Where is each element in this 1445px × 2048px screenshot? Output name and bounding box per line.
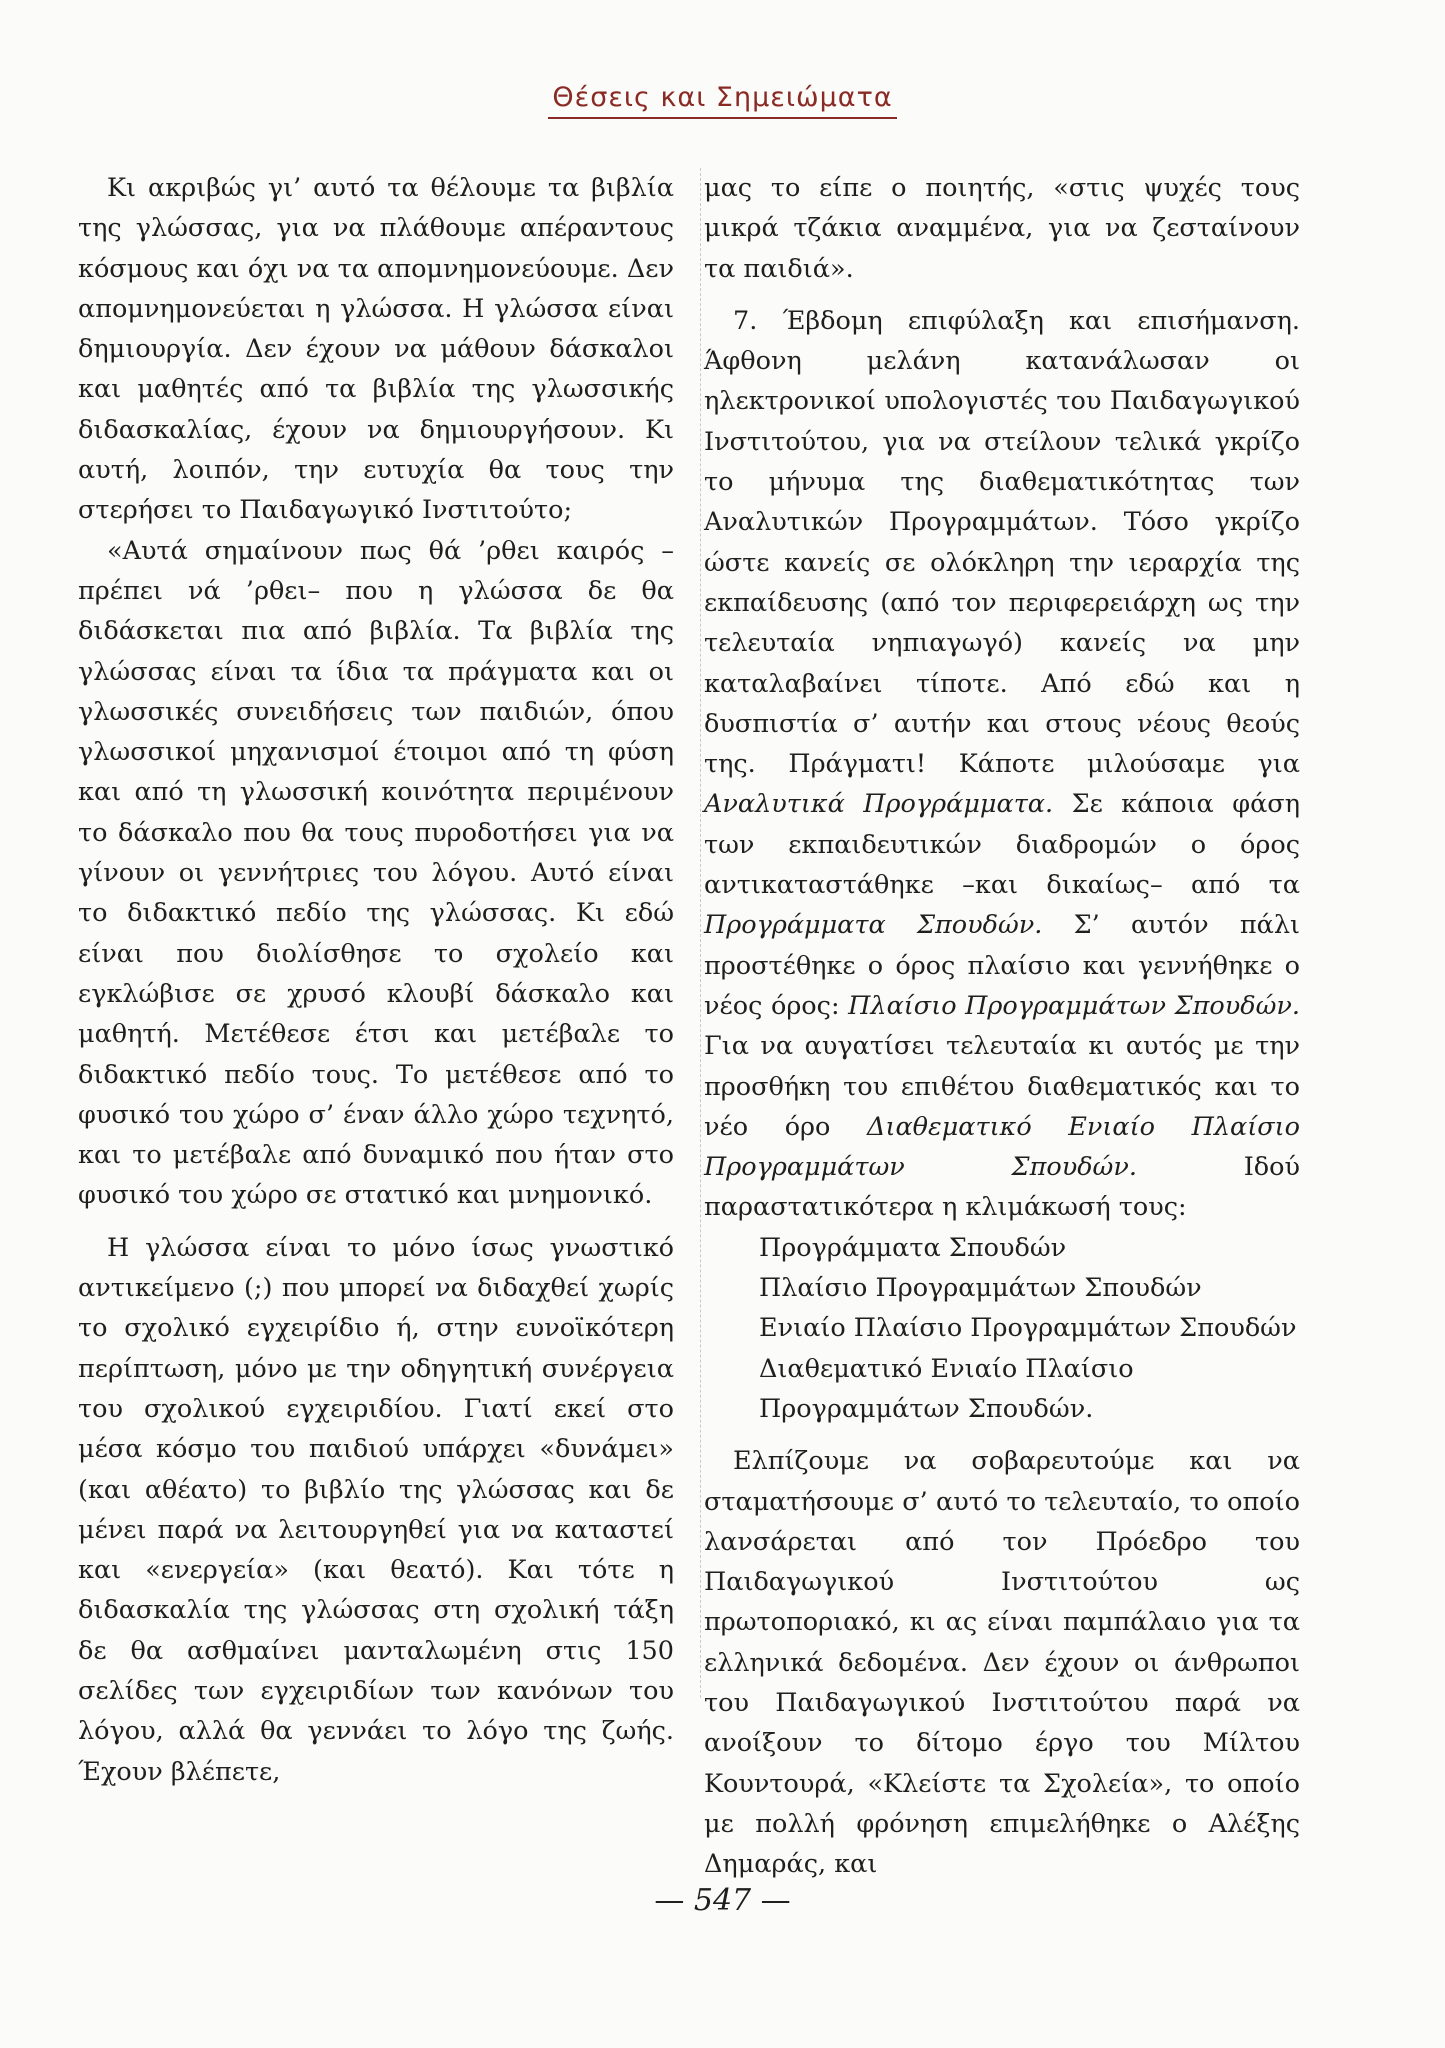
list-item: Πλαίσιο Προγραμμάτων Σπουδών [759,1273,1202,1304]
right-paragraph-1: μας το είπε ο ποιητής, «στις ψυχές τους μικρά τζάκια αναμμένα, για να ζεσταίνουν τα παιδιά». [704,173,1300,284]
right-paragraph-3: Ελπίζουμε να σοβαρευτούμε και να σταματήσουμε σ’ αυτό το τελευταίο, το οποίο λανσάρεται από τον Πρόεδρο του Παιδαγωγικού Ινστιτούτου ως πρωτοποριακό, κι ας είναι παμπάλαιο για τα ελληνικά δεδομένα. Δεν έχουν οι άνθρωποι του Παιδαγωγικού Ινστιτούτου παρά να ανοίξουν το δίτομο έργο του Μίλτου Κουντουρά, «Κλείστε τα Σχολεία», το οποίο με πολλή φρόνηση επιμελήθηκε ο Αλέξης Δημαράς, και [704,1446,1300,1880]
left-paragraph-2: «Αυτά σημαίνουν πως θά ’ρθει καιρός –πρέπει νά ’ρθει– που η γλώσσα δε θα διδάσκεται πια από βιβλία. Τα βιβλία της γλώσσας είναι τα ίδια τα πράγματα και οι γλωσσικές συνειδήσεις των παιδιών, όπου γλωσσικοί μηχανισμοί έτοιμοι από τη φύση και από τη γλωσσική κοινότητα περιμένουν το δάσκαλο που θα τους πυροδοτήσει για να γίνουν οι γεννήτριες του λόγου. Αυτό είναι το διδακτικό πεδίο της γλώσσας. Κι εδώ είναι που διολίσθησε το σχολείο και εγκλώβισε σε χρυσό κλουβί δάσκαλο και μαθητή. Μετέθεσε έτσι και μετέβαλε το διδακτικό πεδίο τους. Το μετέθεσε από το φυσικό του χώρο σ’ έναν άλλο χώρο τεχνητό, και το μετέβαλε από δυναμικό που ήταν στο φυσικό του χώρο σε στατικό και μνημονικό. [78,535,674,1211]
right-column [704,168,1300,1884]
italic-term: Πλαίσιο Προγραμμάτων Σπουδών. [848,990,1300,1021]
text-run: Ιδού παραστατικότερα η κλιμάκωσή τους: [704,1152,1300,1223]
italic-term: Αναλυτικά Προγράμματα. [704,789,1054,820]
right-paragraph-2 [704,301,1300,1228]
column-divider [700,168,701,1698]
list-item: Διαθεματικό Ενιαίο Πλαίσιο Προγραμμάτων Σπουδών. [759,1353,1134,1424]
left-column [78,168,674,1792]
italic-term: Προγράμματα Σπουδών. [704,910,1043,941]
footer-dash: — [654,1883,685,1918]
header-title: Θέσεις και Σημειώματα [548,82,896,119]
footer-dash: — [760,1883,791,1918]
running-header [0,82,1445,119]
text-run: Για να αυγατίσει τελευταία κι αυτός με την προσθήκη του επιθέτου διαθεματικός και το νέο όρο [704,1031,1300,1142]
left-paragraph-3: Η γλώσσα είναι το μόνο ίσως γνωστικό αντικείμενο (;) που μπορεί να διδαχθεί χωρίς το σχολικό εγχειρίδιο ή, στην ευνοϊκότερη περίπτωση, μόνο με την οδηγητική συνέργεια του σχολικού εγχειριδίου. Γιατί εκεί στο μέσα κόσμο του παιδιού υπάρχει «δυνάμει» (και αθέατο) το βιβλίο της γλώσσας και δε μένει παρά να λειτουργηθεί για να καταστεί και «ενεργεία» (και θεατό). Και τότε η διδασκαλία της γλώσσας στη σχολική τάξη δε θα ασθμαίνει μανταλωμένη στις 150 σελίδες των εγχειριδίων των κανόνων του λόγου, αλλά θα γεννάει το λόγο της ζωής. Έχουν βλέπετε, [78,1232,674,1787]
list-item: Προγράμματα Σπουδών [759,1232,1067,1263]
page-number: 547 [693,1883,752,1918]
list-item: Ενιαίο Πλαίσιο Προγραμμάτων Σπουδών [759,1313,1297,1344]
text-run: Σε κάποια φάση των εκπαιδευτικών διαδρομών ο όρος αντικαταστάθηκε –και δικαίως– από τα [704,789,1300,901]
page-footer [0,1883,1445,1918]
text-run: Σ’ αυτόν πάλι προστέθηκε ο όρος πλαίσιο και γεννήθηκε ο νέος όρος: [704,910,1300,1021]
left-paragraph-1: Κι ακριβώς γι’ αυτό τα θέλουμε τα βιβλία της γλώσσας, για να πλάθουμε απέραντους κόσμους και όχι να τα απομνημονεύουμε. Δεν απομνημονεύεται η γλώσσα. Η γλώσσα είναι δημιουργία. Δεν έχουν να μάθουν δάσκαλοι και μαθητές από τα βιβλία της γλωσσικής διδασκαλίας, έχουν να δημιουργήσουν. Κι αυτή, λοιπόν, την ευτυχία θα τους την στερήσει το Παιδαγωγικό Ινστιτούτο; [78,173,674,526]
text-run: 7. Έβδομη επιφύλαξη και επισήμανση. Άφθονη μελάνη κατανάλωσαν οι ηλεκτρονικοί υπολογιστές του Παιδαγωγικού Ινστιτούτου, για να στείλουν τελικά γκρίζο το μήνυμα της διαθεματικότητας των Αναλυτικών Προγραμμάτων. Τόσο γκρίζο ώστε κανείς σε ολόκληρη την ιεραρχία της εκπαίδευσης (από τον περιφερειάρχη ως την τελευταία νηπιαγωγό) κανείς να μην καταλαβαίνει τίποτε. Από εδώ και η δυσπιστία σ’ αυτήν και στους νέους θεούς της. Πράγματι! Κάποτε μιλούσαμε για [704,305,1300,780]
italic-term: Διαθεματικό Ενιαίο Πλαίσιο Προγραμμάτων Σπουδών. [704,1111,1300,1183]
